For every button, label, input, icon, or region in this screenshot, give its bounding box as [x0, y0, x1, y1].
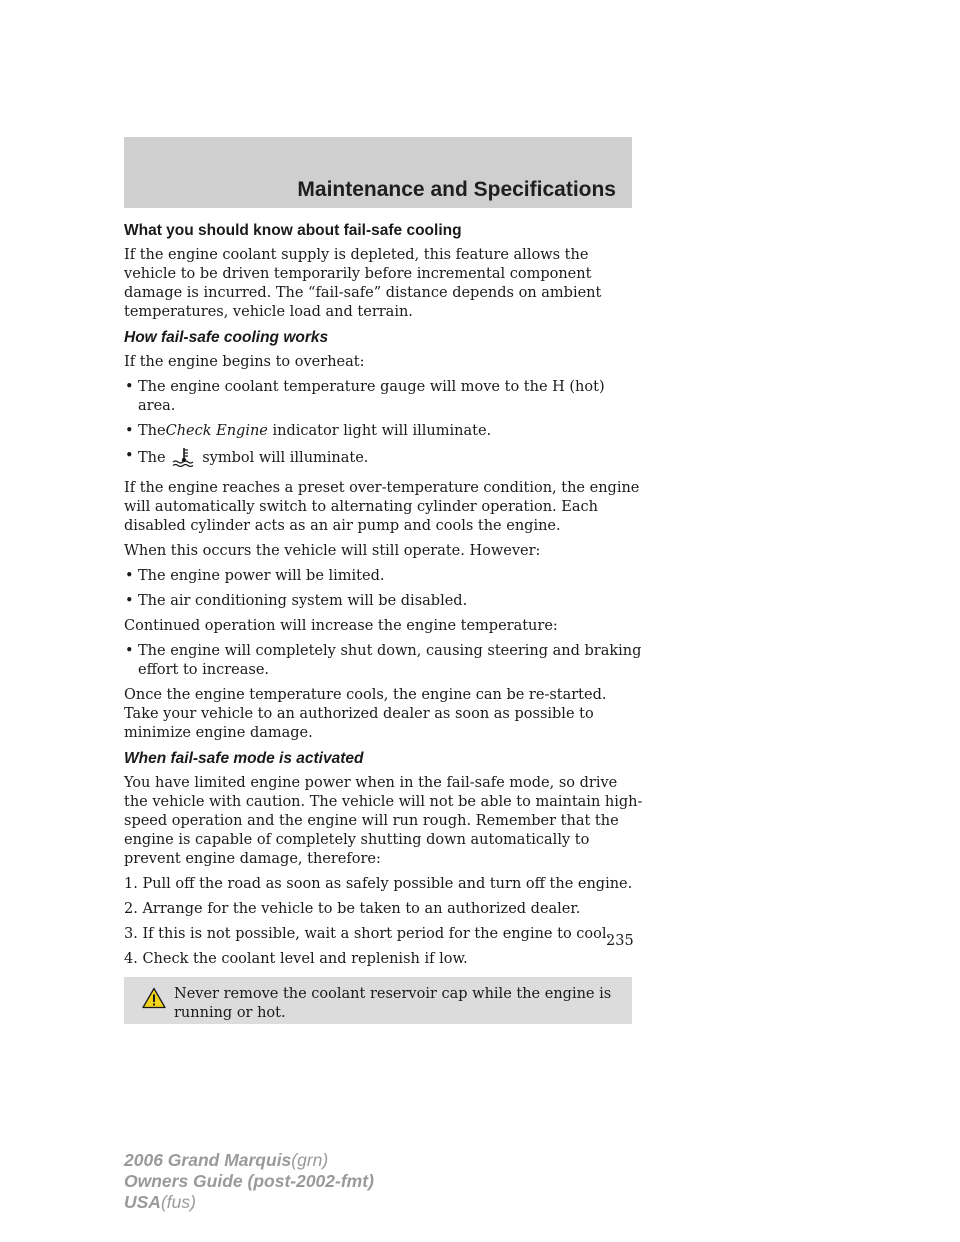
footer-line-market — [124, 1192, 374, 1213]
bullet-dot: • — [125, 379, 134, 395]
bullet-shut-down-text: The engine will completely shut down, causing steering and braking effort to increase. — [138, 643, 642, 678]
step-3: 3. If this is not possible, wait a short period for the engine to cool. — [124, 926, 612, 942]
paragraph-over-temperature: If the engine reaches a preset over-temperature condition, the engine will automatically switch to alternating cylinder operation. Each disabled cylinder acts as an air pump and cools the engine. — [124, 480, 640, 534]
paragraph-restart: Once the engine temperature cools, the engine can be re-started. Take your vehicle to an authorized dealer as soon as possible to minimize engine damage. — [124, 687, 607, 741]
footer-line-model — [124, 1150, 374, 1171]
bullet-symbol-post: symbol will illuminate. — [202, 450, 369, 466]
warning-text: Never remove the coolant reservoir cap while the engine is running or hot. — [174, 986, 612, 1021]
bullet-dot: • — [125, 593, 134, 609]
bullet-dot: • — [125, 643, 134, 659]
bullet-dot: • — [125, 423, 134, 439]
step-4: 4. Check the coolant level and replenish if low. — [124, 951, 468, 967]
bullet-power-limited — [124, 567, 644, 586]
step-1: 1. Pull off the road as soon as safely possible and turn off the engine. — [124, 876, 633, 892]
footer-model: 2006 Grand Marquis — [124, 1150, 292, 1170]
section-title: Maintenance and Specifications — [297, 178, 616, 201]
bullet-gauge — [124, 378, 644, 416]
document-footer — [124, 1150, 374, 1213]
footer-guide: Owners Guide (post-2002-fmt) — [124, 1171, 374, 1191]
footer-market-code: (fus) — [160, 1192, 196, 1212]
bullet-check-engine — [124, 422, 644, 441]
bullet-power-limited-text: The engine power will be limited. — [138, 568, 385, 584]
bullet-check-engine-post: indicator light will illuminate. — [272, 423, 492, 439]
bullet-dot: • — [125, 448, 134, 464]
bullet-check-engine-pre: The — [138, 423, 166, 439]
paragraph-limited-power: You have limited engine power when in the fail-safe mode, so drive the vehicle with caution. The vehicle will not be able to maintain high-speed operation and the engine will run rough. Remember that the engine is capable of completely shutting down automatically to prevent engine damage, therefore: — [124, 775, 643, 867]
page-number: 235 — [606, 933, 634, 949]
coolant-temperature-icon — [172, 447, 196, 473]
paragraph-continued-operation: Continued operation will increase the engine temperature: — [124, 618, 558, 634]
bullet-ac-disabled — [124, 592, 644, 611]
check-engine-label: Check Engine — [165, 423, 268, 439]
paragraph-intro: If the engine coolant supply is depleted, this feature allows the vehicle to be driven temporarily before incremental component damage is incurred. The “fail-safe” distance depends on ambient temperatures, vehicle load and terrain. — [124, 247, 602, 320]
warning-triangle-icon — [142, 987, 166, 1015]
warning-box — [124, 977, 632, 1024]
section-header-band — [124, 137, 632, 208]
bullet-gauge-text: The engine coolant temperature gauge will move to the H (hot) area. — [138, 379, 605, 414]
page-content — [124, 221, 644, 1024]
bullet-dot: • — [125, 568, 134, 584]
heading-fail-safe-activated: When fail-safe mode is activated — [124, 750, 364, 767]
paragraph-still-operate: When this occurs the vehicle will still operate. However: — [124, 543, 541, 559]
footer-market: USA — [124, 1192, 161, 1212]
paragraph-overheat-intro: If the engine begins to overheat: — [124, 354, 365, 370]
heading-fail-safe-cooling: What you should know about fail-safe cooling — [124, 222, 462, 239]
heading-how-it-works: How fail-safe cooling works — [124, 329, 329, 346]
bullet-coolant-symbol — [124, 447, 644, 473]
step-2: 2. Arrange for the vehicle to be taken to an authorized dealer. — [124, 901, 581, 917]
footer-model-code: (grn) — [291, 1150, 329, 1170]
bullet-shut-down — [124, 642, 644, 680]
bullet-ac-disabled-text: The air conditioning system will be disabled. — [138, 593, 468, 609]
bullet-symbol-pre: The — [138, 450, 166, 466]
